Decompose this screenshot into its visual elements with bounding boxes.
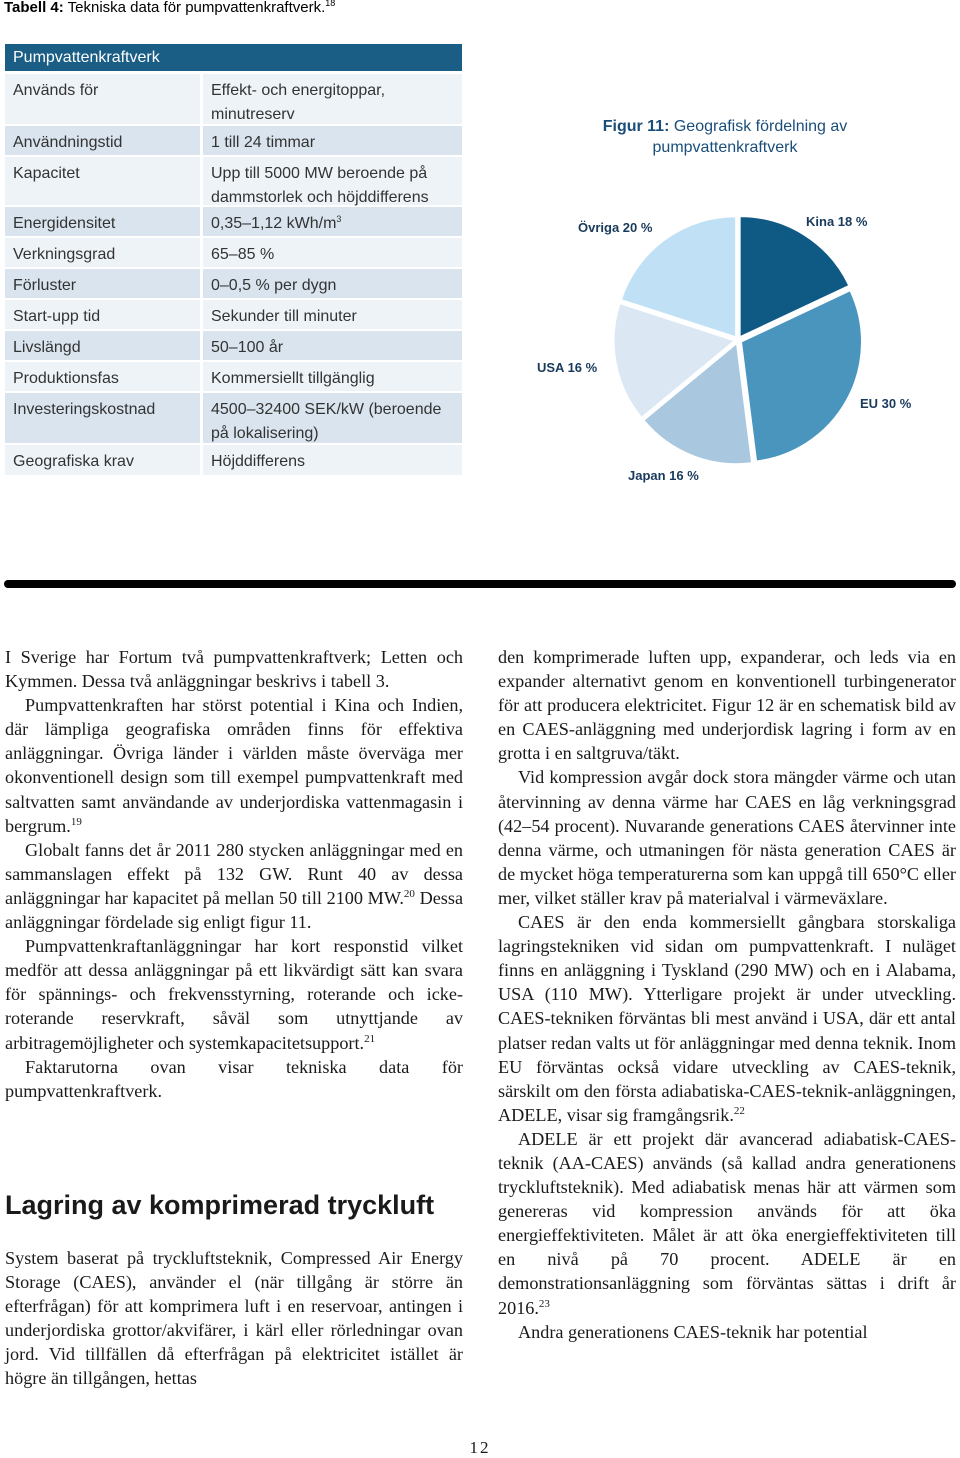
row-label: Investeringskostnad <box>5 393 200 443</box>
row-value-text: 50–100 år <box>211 339 284 356</box>
page-number: 12 <box>469 1438 491 1457</box>
row-value-text: 1 till 24 timmar <box>211 134 316 151</box>
paragraph-text: Pumpvattenkraften har störst potential i Kina och Indien, där lämpliga geografiska områden finns för effektiva anläggningar. Övriga länder i världen måste överväga mer okonventionell design som till exempel pumpvattenkraft med saltvatten samt användande av underjordiska vattenmagasin i bergrum. <box>5 695 463 836</box>
footnote-ref: 22 <box>733 1104 745 1117</box>
row-value-text: Höjddifferens <box>211 453 305 470</box>
table-row <box>5 157 462 205</box>
right-column <box>498 645 956 1344</box>
paragraph <box>498 910 956 1127</box>
row-value-text: 0–0,5 % per dygn <box>211 277 337 294</box>
table-row <box>5 269 462 298</box>
footnote-ref: 19 <box>70 815 82 828</box>
table-row <box>5 207 462 236</box>
row-value <box>203 300 462 329</box>
row-value <box>203 238 462 267</box>
paragraph-text: CAES är den enda kommersiellt gångbara storskaliga lagringstekniken vid sidan om pumpvattenkraft. I nuläget finns en anläggning i Tyskland (290 MW) och en i Alabama, USA (110 MW). Ytterligare projekt är under utveckling. CAES-tekniken förväntas bli mest använd i USA, där ett antal platser redan valts ut för anläggningar med denna teknik. Inom EU förväntas också vidare utveckling av CAES-teknik, särskilt om den första adiabatiska-CAES-teknik-anläggningen, ADELE, visar sig framgångsrik. <box>498 912 956 1125</box>
row-value-text: Upp till 5000 MW beroende på dammstorlek och höjddifferens <box>211 165 429 206</box>
row-value <box>203 207 462 236</box>
row-value <box>203 269 462 298</box>
row-label: Förluster <box>5 269 200 298</box>
row-label: Kapacitet <box>5 157 200 205</box>
row-value <box>203 74 462 124</box>
figure-title-text: Geografisk fördelning av pumpvattenkraftverk <box>652 118 848 156</box>
row-label: Start-upp tid <box>5 300 200 329</box>
table-row <box>5 393 462 443</box>
row-value-text: 4500–32400 SEK/kW (beroende på lokalisering) <box>211 401 442 442</box>
paragraph: Andra generationens CAES-teknik har potential <box>518 1321 868 1342</box>
table-caption-ref: 18 <box>325 0 336 8</box>
table-caption <box>4 0 335 16</box>
row-label: Geografiska krav <box>5 445 200 475</box>
left-column-caes <box>5 1246 463 1391</box>
pie-label: Övriga 20 % <box>578 220 653 235</box>
row-label: Användningstid <box>5 126 200 155</box>
footnote-ref: 20 <box>403 887 415 900</box>
row-value <box>203 126 462 155</box>
row-value <box>203 331 462 360</box>
paragraph <box>5 934 463 1054</box>
table-row <box>5 331 462 360</box>
table-row <box>5 445 462 475</box>
table-row <box>5 74 462 124</box>
paragraph-text: Globalt fanns det år 2011 280 stycken anläggningar med en sammanslagen effekt på 132 GW. Runt 40 av dessa anläggningar har kapacitet på mellan 50 till 2100 MW. <box>5 839 463 908</box>
pie-label: EU 30 % <box>860 396 912 411</box>
paragraph-text: ADELE är ett projekt där avancerad adiabatisk-CAES-teknik (AA-CAES) används (så kallad andra generationens tryckluftsteknik). Med adiabatisk menas här att värmen som genereras vid kompression används för att öka energieffektiviteten. Målet är att öka energieffektiviteten till en nivå på 70 procent. ADELE är en demonstrationsanläggning som förväntas sättas i drift år 2016. <box>498 1128 956 1318</box>
figure-title <box>560 116 890 158</box>
table-row <box>5 362 462 391</box>
paragraph: den komprimerade luften upp, expanderar, och leds via en expander alternativt genom en konventionell turbingenerator för att producera elektricitet. Figur 12 är en schematisk bild av en CAES-anläggning med underjordisk lagring i form av en grotta i en saltgruva/täkt. <box>498 647 956 764</box>
paragraph-text: Pumpvattenkraftanläggningar har kort responstid vilket medför att dessa anläggningar på ett likvärdigt sätt kan svara för spännings- och frekvensstyrning, roterande och icke-roterande reservkraft, såväl som utnyttjande av arbitragemöjligheter och systemkapacitetsupport. <box>5 936 463 1053</box>
paragraph <box>498 1127 956 1320</box>
table-row <box>5 126 462 155</box>
paragraph-text: Dessa anläggningar fördelade sig enligt figur 11. <box>5 887 464 933</box>
paragraph: Faktarutorna ovan visar tekniska data för pumpvattenkraftverk. <box>5 1056 463 1101</box>
row-value <box>203 362 462 391</box>
row-value-text: 65–85 % <box>211 246 275 263</box>
pie-label: Kina 18 % <box>806 214 868 229</box>
row-value-superscript: 3 <box>336 214 342 224</box>
paragraph: Vid kompression avgår dock stora mängder värme och utan återvinning av denna värme har CAES en låg verkningsgrad (42–54 procent). Nuvarande generations CAES återvinner inte denna värme, och utmaningen för nästa generation CAES är de mycket höga temperaturerna som kan uppgå till 650°C eller mer, vilket ställer krav på materialval i värmeväxlare. <box>498 767 956 908</box>
table-row <box>5 300 462 329</box>
table-caption-label: Tabell 4: <box>4 0 64 16</box>
paragraph <box>5 838 463 934</box>
row-value <box>203 393 462 443</box>
row-value-text: Sekunder till minuter <box>211 308 357 325</box>
row-label: Används för <box>5 74 200 124</box>
row-label: Livslängd <box>5 331 200 360</box>
paragraph: System baserat på tryckluftsteknik, Compressed Air Energy Storage (CAES), använder el (när tillgång är större än efterfrågan) för att komprimera luft i en reservoar, antingen i underjordiska grottor/akvifärer, i kärl eller rörledningar ovan jord. Vid tillfällen då efterfrågan på elektricitet istället är högre än tillgången, hettas <box>5 1248 463 1389</box>
left-column <box>5 645 463 1103</box>
row-value <box>203 445 462 475</box>
paragraph: I Sverige har Fortum två pumpvattenkraftverk; Letten och Kymmen. Dessa två anläggningar beskrivs i tabell 3. <box>5 647 463 692</box>
row-label: Energidensitet <box>5 207 200 236</box>
table-caption-text: Tekniska data för pumpvattenkraftverk. <box>63 0 326 16</box>
row-value-text: Effekt- och energitoppar, minutreserv <box>211 82 386 123</box>
row-label: Verkningsgrad <box>5 238 200 267</box>
row-label: Produktionsfas <box>5 362 200 391</box>
paragraph <box>5 693 463 838</box>
row-value <box>203 157 462 205</box>
section-heading: Lagring av komprimerad tryckluft <box>5 1190 435 1220</box>
table-header: Pumpvattenkraftverk <box>5 44 462 71</box>
table-row <box>5 238 462 267</box>
footnote-ref: 23 <box>538 1297 550 1310</box>
section-divider <box>4 580 956 588</box>
pie-chart <box>500 190 960 510</box>
pie-label: Japan 16 % <box>628 468 699 483</box>
pie-label: USA 16 % <box>537 360 598 375</box>
figure-title-label: Figur 11: <box>602 118 670 135</box>
row-value-text: 0,35–1,12 kWh/m <box>211 215 337 232</box>
row-value-text: Kommersiellt tillgänglig <box>211 370 375 387</box>
footnote-ref: 21 <box>364 1032 376 1045</box>
